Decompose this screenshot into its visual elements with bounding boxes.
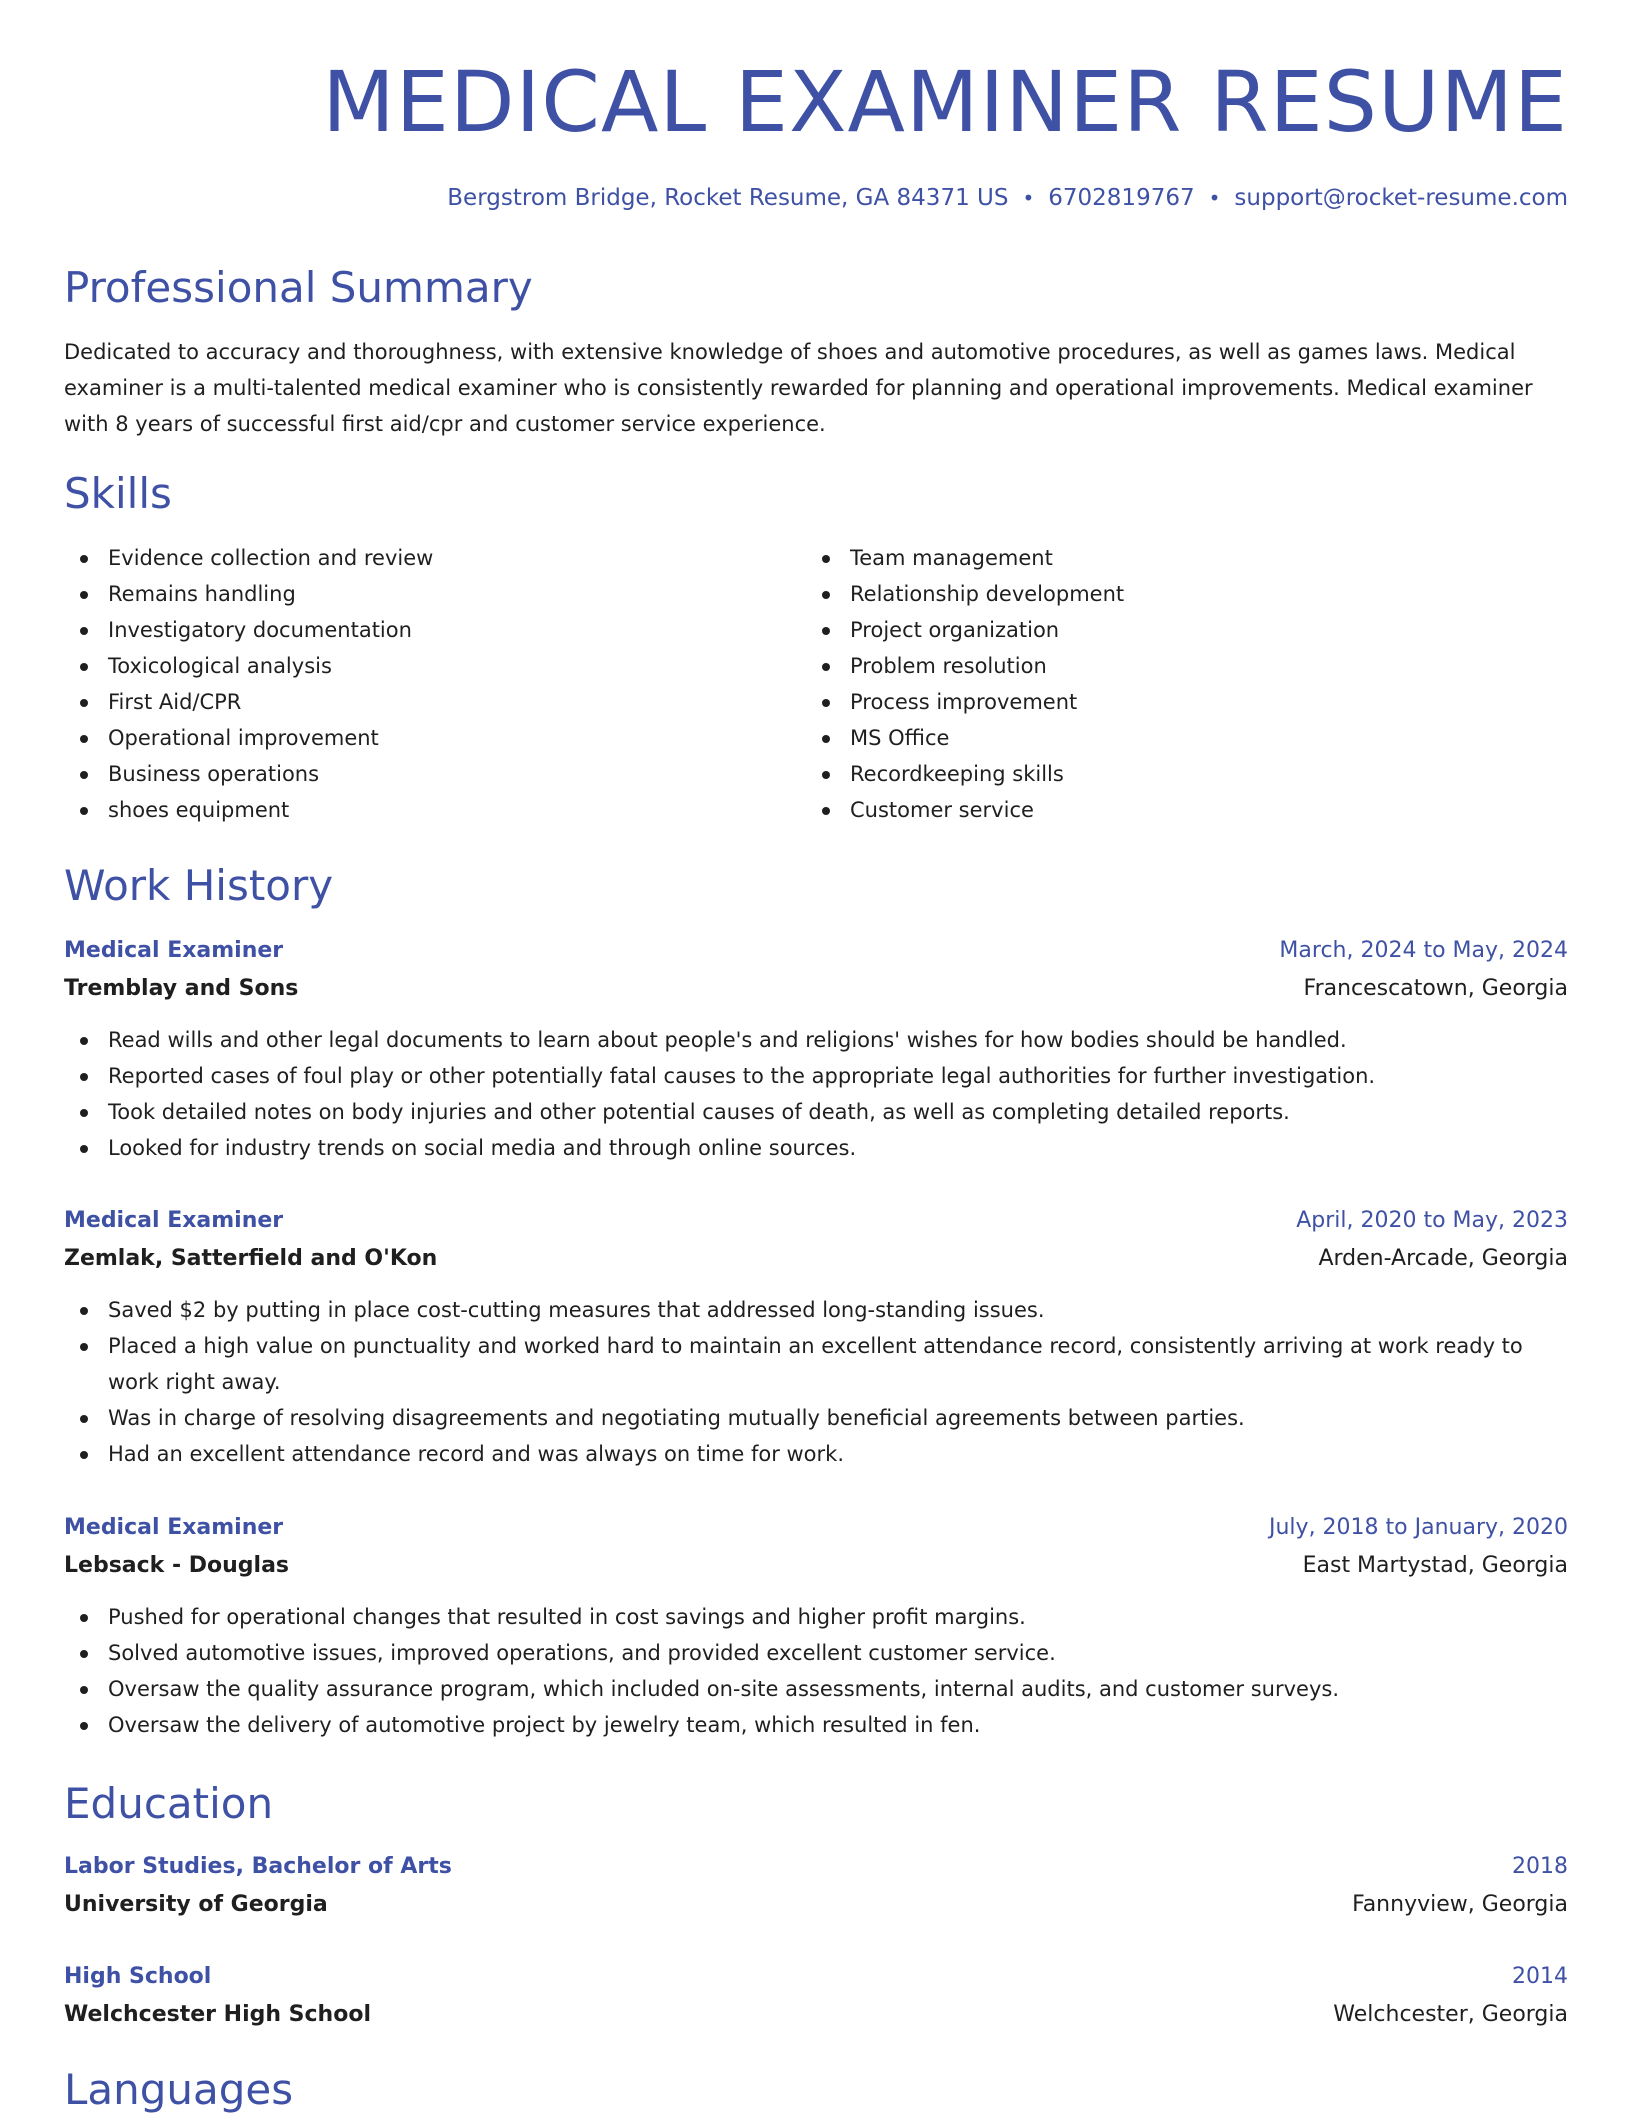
education-location: Fannyview, Georgia — [1352, 1892, 1568, 1917]
education-year: 2018 — [1512, 1854, 1568, 1879]
education-heading: Education — [64, 1779, 274, 1828]
job-title: Medical Examiner — [64, 1208, 284, 1233]
job-duties — [64, 1292, 1568, 1472]
education-degree: Labor Studies, Bachelor of Arts — [64, 1854, 452, 1879]
job-title: Medical Examiner — [64, 1515, 284, 1540]
job-duty: Oversaw the delivery of automotive project by jewelry team, which resulted in fen. — [64, 1707, 1568, 1743]
skill-item: Relationship development — [806, 576, 1548, 612]
resume-title: MEDICAL EXAMINER RESUME — [322, 53, 1568, 151]
job-entry — [64, 1509, 1568, 1743]
skills-heading: Skills — [64, 469, 172, 518]
work-history-heading: Work History — [64, 861, 334, 910]
skill-item: shoes equipment — [64, 792, 806, 828]
job-duty: Looked for industry trends on social media and through online sources. — [64, 1130, 1568, 1166]
job-duty: Was in charge of resolving disagreements and negotiating mutually beneficial agreements between parties. — [64, 1400, 1568, 1436]
skill-item: Recordkeeping skills — [806, 756, 1548, 792]
education-degree: High School — [64, 1964, 212, 1989]
job-duties — [64, 1599, 1568, 1743]
education-location: Welchcester, Georgia — [1333, 2002, 1568, 2027]
job-location: East Martystad, Georgia — [1302, 1553, 1568, 1578]
education-entry — [64, 1848, 1568, 1924]
skill-item: Evidence collection and review — [64, 540, 806, 576]
skill-item: Business operations — [64, 756, 806, 792]
job-entry — [64, 932, 1568, 1166]
skill-item: Investigatory documentation — [64, 612, 806, 648]
skill-item: Process improvement — [806, 684, 1548, 720]
job-duty: Had an excellent attendance record and was always on time for work. — [64, 1436, 1568, 1472]
skill-item: Remains handling — [64, 576, 806, 612]
job-duties — [64, 1022, 1568, 1166]
job-location: Arden-Arcade, Georgia — [1318, 1246, 1568, 1271]
education-school: Welchcester High School — [64, 2002, 371, 2027]
contact-address: Bergstrom Bridge, Rocket Resume, GA 84371 US — [447, 185, 1009, 211]
job-company: Tremblay and Sons — [64, 976, 299, 1001]
job-title: Medical Examiner — [64, 938, 284, 963]
skill-item: Project organization — [806, 612, 1548, 648]
job-company: Zemlak, Satterfield and O'Kon — [64, 1246, 438, 1271]
skills-column-left — [64, 540, 806, 828]
contact-separator: • — [1022, 186, 1035, 210]
job-duty: Reported cases of foul play or other potentially fatal causes to the appropriate legal authorities for further investigation. — [64, 1058, 1568, 1094]
skill-item: Problem resolution — [806, 648, 1548, 684]
languages-heading: Languages — [64, 2065, 294, 2114]
skill-item: Operational improvement — [64, 720, 806, 756]
job-duty: Solved automotive issues, improved operations, and provided excellent customer service. — [64, 1635, 1568, 1671]
summary-heading: Professional Summary — [64, 263, 533, 312]
contact-line — [447, 180, 1568, 216]
contact-separator: • — [1208, 186, 1221, 210]
job-duty: Saved $2 by putting in place cost-cutting measures that addressed long-standing issues. — [64, 1292, 1568, 1328]
job-dates: July, 2018 to January, 2020 — [1269, 1515, 1568, 1540]
skills-list — [64, 540, 1568, 828]
skill-item: Toxicological analysis — [64, 648, 806, 684]
contact-phone: 6702819767 — [1048, 185, 1195, 211]
job-dates: March, 2024 to May, 2024 — [1279, 938, 1568, 963]
skill-item: First Aid/CPR — [64, 684, 806, 720]
job-duty: Pushed for operational changes that resulted in cost savings and higher profit margins. — [64, 1599, 1568, 1635]
education-year: 2014 — [1512, 1964, 1568, 1989]
summary-text: Dedicated to accuracy and thoroughness, with extensive knowledge of shoes and automotive procedures, as well as games laws. Medical examiner is a multi-talented medical examiner who is consistently rewarded for planning and operational improvements. Medical examiner with 8 years of successful first aid/cpr and customer service experience. — [64, 340, 1533, 436]
education-school: University of Georgia — [64, 1892, 328, 1917]
job-entry — [64, 1202, 1568, 1472]
job-duty: Placed a high value on punctuality and worked hard to maintain an excellent attendance record, consistently arriving at work ready to work right away. — [64, 1328, 1568, 1400]
job-duty: Oversaw the quality assurance program, which included on-site assessments, internal audits, and customer surveys. — [64, 1671, 1568, 1707]
skill-item: MS Office — [806, 720, 1548, 756]
job-company: Lebsack - Douglas — [64, 1553, 290, 1578]
job-location: Francescatown, Georgia — [1303, 976, 1568, 1001]
job-duty: Read wills and other legal documents to learn about people's and religions' wishes for how bodies should be handled. — [64, 1022, 1568, 1058]
job-dates: April, 2020 to May, 2023 — [1296, 1208, 1568, 1233]
skills-column-right — [806, 540, 1548, 828]
job-duty: Took detailed notes on body injuries and other potential causes of death, as well as completing detailed reports. — [64, 1094, 1568, 1130]
education-entry — [64, 1958, 1568, 2034]
contact-email: support@rocket-resume.com — [1234, 185, 1568, 211]
skill-item: Team management — [806, 540, 1548, 576]
skill-item: Customer service — [806, 792, 1548, 828]
